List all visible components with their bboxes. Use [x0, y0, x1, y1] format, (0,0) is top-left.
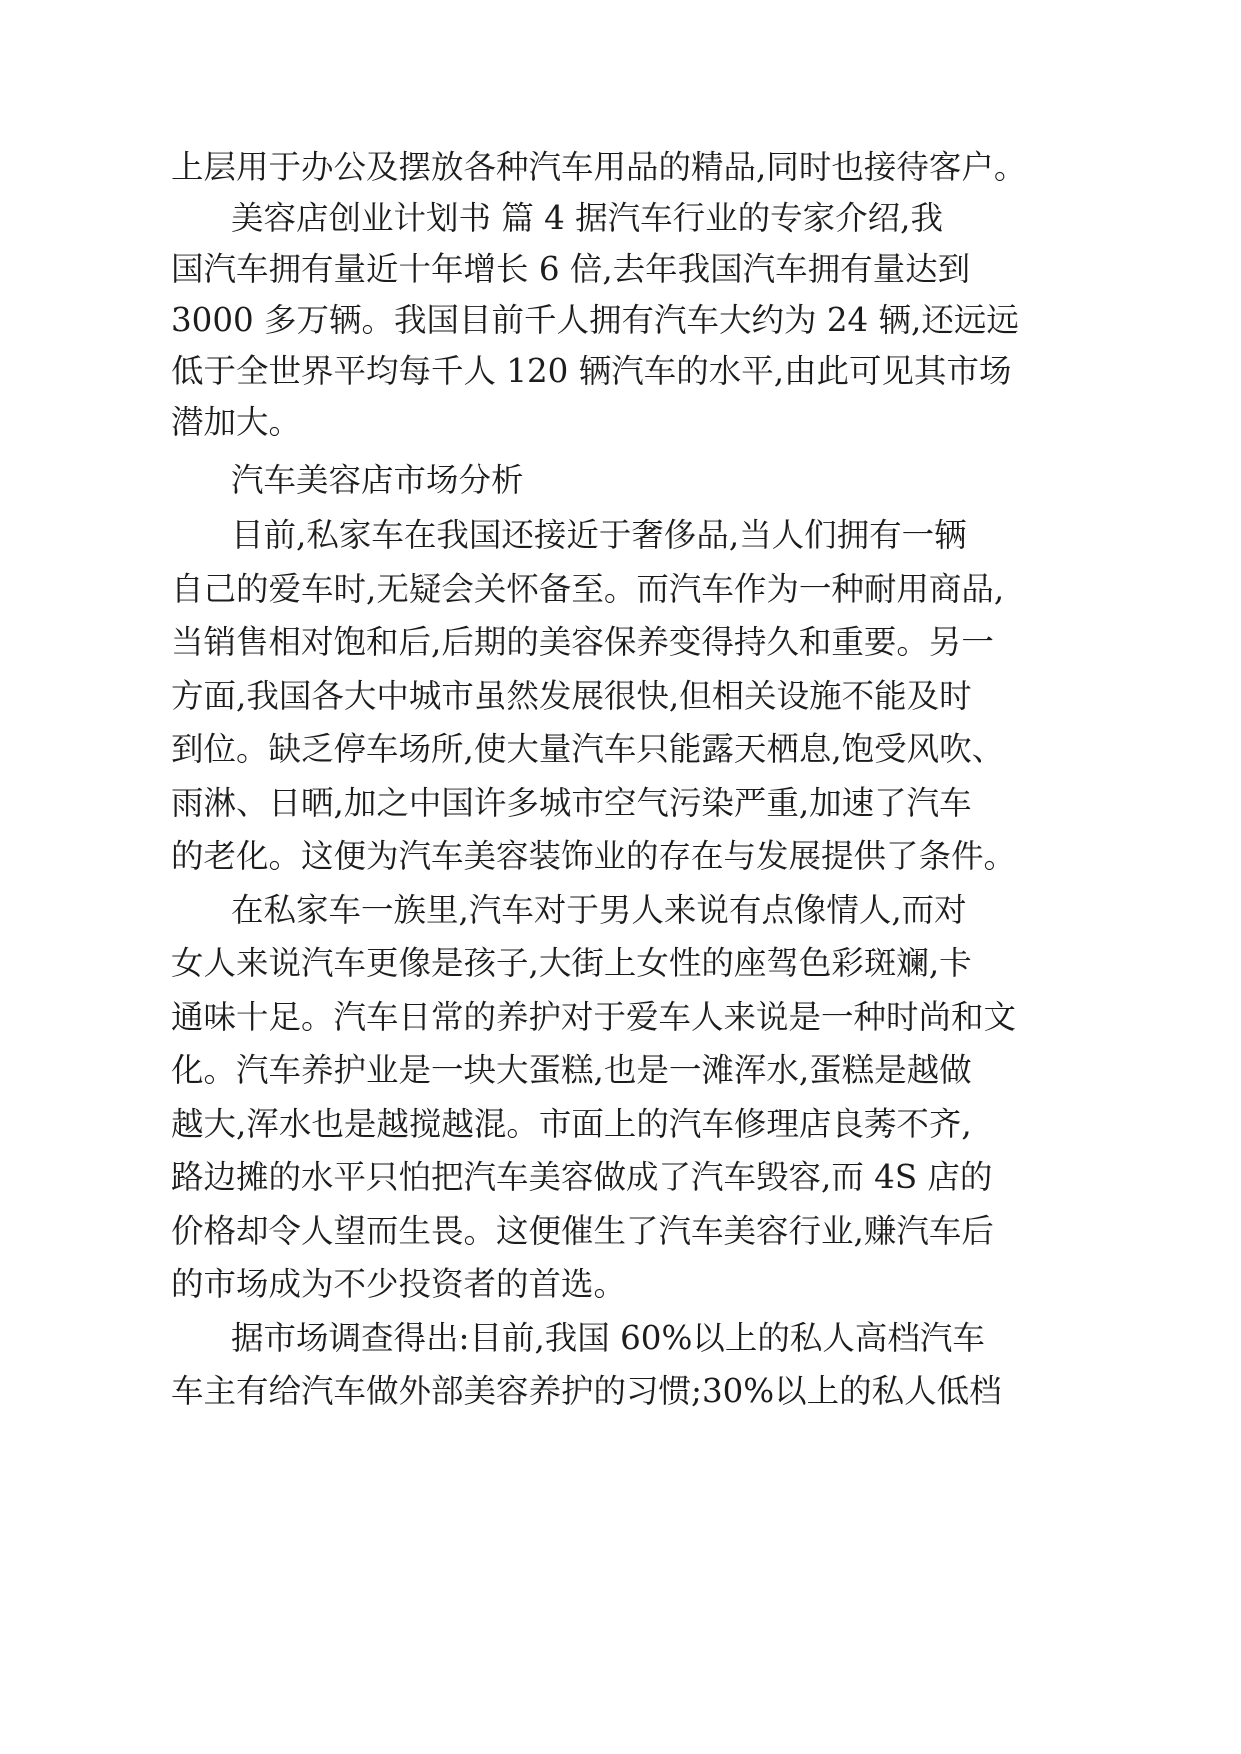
text-line-8: 目前,私家车在我国还接近于奢侈品,当人们拥有一辆: [231, 516, 967, 554]
text-line-11: 方面,我国各大中城市虽然发展很快,但相关设施不能及时: [171, 677, 972, 715]
section-heading: 汽车美容店市场分析: [231, 461, 524, 499]
text-line-5: 低于全世界平均每千人 120 辆汽车的水平,由此可见其市场: [171, 352, 1012, 390]
text-line-21: 价格却令人望而生畏。这便催生了汽车美容行业,赚汽车后: [171, 1212, 994, 1250]
text-line-4: 3000 多万辆。我国目前千人拥有汽车大约为 24 辆,还远远: [171, 301, 1019, 339]
text-line-23: 据市场调查得出:目前,我国 60%以上的私人高档汽车: [231, 1319, 985, 1357]
text-line-20: 路边摊的水平只怕把汽车美容做成了汽车毁容,而 4S 店的: [171, 1158, 993, 1196]
text-line-18: 化。汽车养护业是一块大蛋糕,也是一滩浑水,蛋糕是越做: [171, 1051, 972, 1089]
text-line-16: 女人来说汽车更像是孩子,大街上女性的座驾色彩斑斓,卡: [171, 944, 972, 982]
text-line-22: 的市场成为不少投资者的首选。: [171, 1265, 627, 1303]
text-line-6: 潜加大。: [171, 403, 302, 441]
text-line-12: 到位。缺乏停车场所,使大量汽车只能露天栖息,饱受风吹、: [171, 730, 1005, 768]
text-line-13: 雨淋、日晒,加之中国许多城市空气污染严重,加速了汽车: [171, 784, 972, 822]
text-line-19: 越大,浑水也是越搅越混。市面上的汽车修理店良莠不齐,: [171, 1105, 972, 1143]
text-line-3: 国汽车拥有量近十年增长 6 倍,去年我国汽车拥有量达到: [171, 250, 971, 288]
text-line-2: 美容店创业计划书 篇 4 据汽车行业的专家介绍,我: [231, 199, 944, 237]
text-line-9: 自己的爱车时,无疑会关怀备至。而汽车作为一种耐用商品,: [171, 570, 1005, 608]
text-line-14: 的老化。这便为汽车美容装饰业的存在与发展提供了条件。: [171, 837, 1017, 875]
text-line-15: 在私家车一族里,汽车对于男人来说有点像情人,而对: [231, 891, 967, 929]
text-line-1: 上层用于办公及摆放各种汽车用品的精品,同时也接待客户。: [171, 148, 1027, 186]
text-line-10: 当销售相对饱和后,后期的美容保养变得持久和重要。另一: [171, 623, 994, 661]
text-line-24: 车主有给汽车做外部美容养护的习惯;30%以上的私人低档: [171, 1372, 1002, 1410]
text-line-17: 通味十足。汽车日常的养护对于爱车人来说是一种时尚和文: [171, 998, 1017, 1036]
